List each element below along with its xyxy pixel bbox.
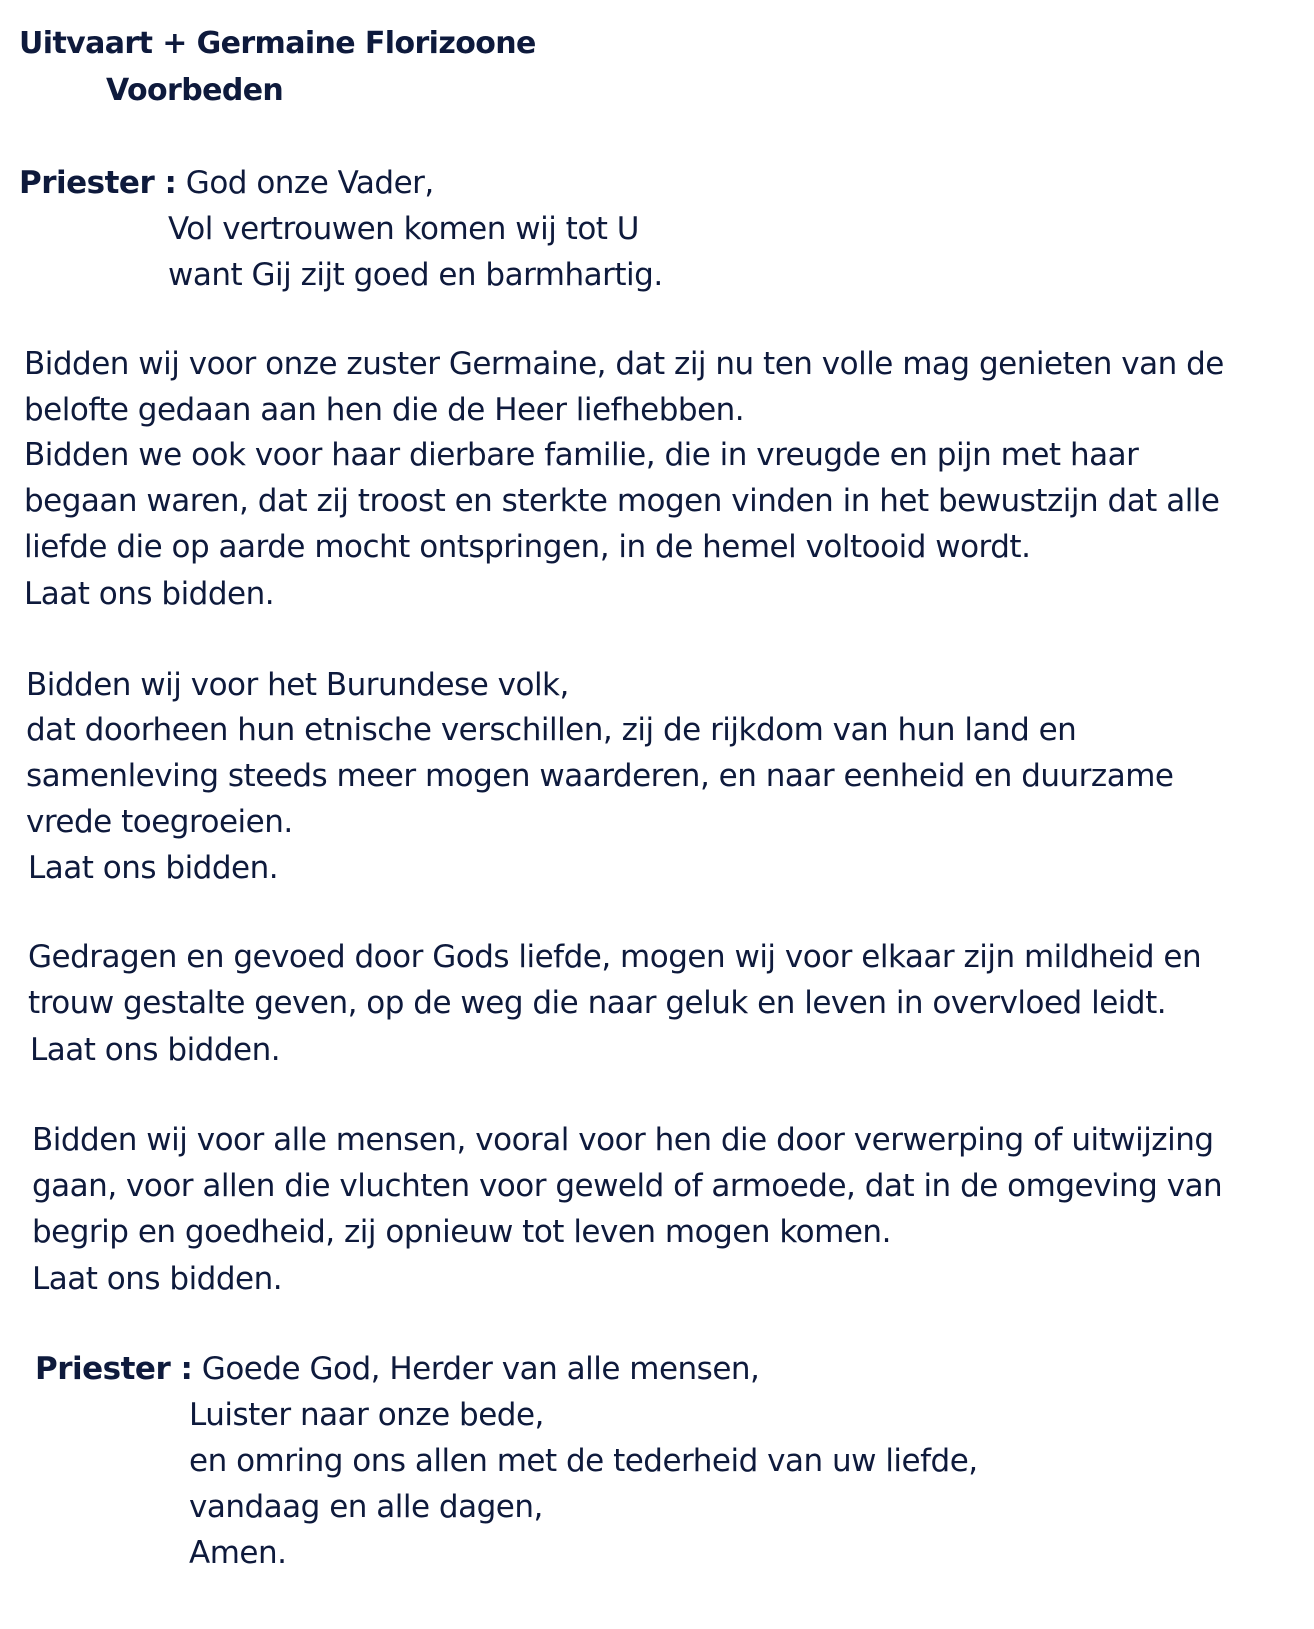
response-line: Laat ons bidden. [24,576,275,612]
intention-line: begaan waren, dat zij troost en sterkte mogen vinden in het bewustzijn dat alle [24,483,1220,519]
intention-line: vrede toegroeien. [26,804,293,840]
response-line: Laat ons bidden. [32,1261,283,1297]
intention-line: Bidden we ook voor haar dierbare familie, die in vreugde en pijn met haar [24,437,1139,473]
response-line: Laat ons bidden. [28,850,279,886]
closing-line: Goede God, Herder van alle mensen, [201,1351,760,1387]
intention-line: Gedragen en gevoed door Gods liefde, mogen wij voor elkaar zijn mildheid en [28,939,1202,975]
response-line: Laat ons bidden. [30,1032,281,1068]
intention-line: belofte gedaan aan hen die de Heer liefhebben. [24,392,745,428]
closing-first-line [35,1349,759,1389]
opening-first-line [19,163,434,203]
opening-speaker-label: Priester : [19,165,177,201]
opening-line: want Gij zijt goed en barmhartig. [168,257,663,293]
opening-line: God onze Vader, [185,165,434,201]
closing-line: vandaag en alle dagen, [189,1489,543,1525]
intention-line: begrip en goedheid, zij opnieuw tot leven mogen komen. [32,1214,891,1250]
closing-speaker-label: Priester : [35,1351,193,1387]
intention-line: Bidden wij voor onze zuster Germaine, dat zij nu ten volle mag genieten van de [24,346,1224,382]
intention-line: liefde die op aarde mocht ontspringen, in de hemel voltooid wordt. [24,529,1031,565]
closing-line: Amen. [189,1535,287,1571]
intention-line: samenleving steeds meer mogen waarderen, en naar eenheid en duurzame [26,758,1174,794]
opening-line: Vol vertrouwen komen wij tot U [168,211,639,247]
intention-line: dat doorheen hun etnische verschillen, zij de rijkdom van hun land en [26,712,1077,748]
intention-line: Bidden wij voor het Burundese volk, [26,667,569,703]
intention-line: gaan, voor allen die vluchten voor geweld of armoede, dat in de omgeving van [32,1168,1223,1204]
document-subtitle: Voorbeden [106,73,284,108]
document-title: Uitvaart + Germaine Florizoone [19,26,536,61]
intention-line: Bidden wij voor alle mensen, vooral voor hen die door verwerping of uitwijzing [32,1122,1214,1158]
intention-line: trouw gestalte geven, op de weg die naar geluk en leven in overvloed leidt. [28,985,1167,1021]
closing-line: Luister naar onze bede, [189,1397,544,1433]
closing-line: en omring ons allen met de tederheid van uw liefde, [189,1443,978,1479]
